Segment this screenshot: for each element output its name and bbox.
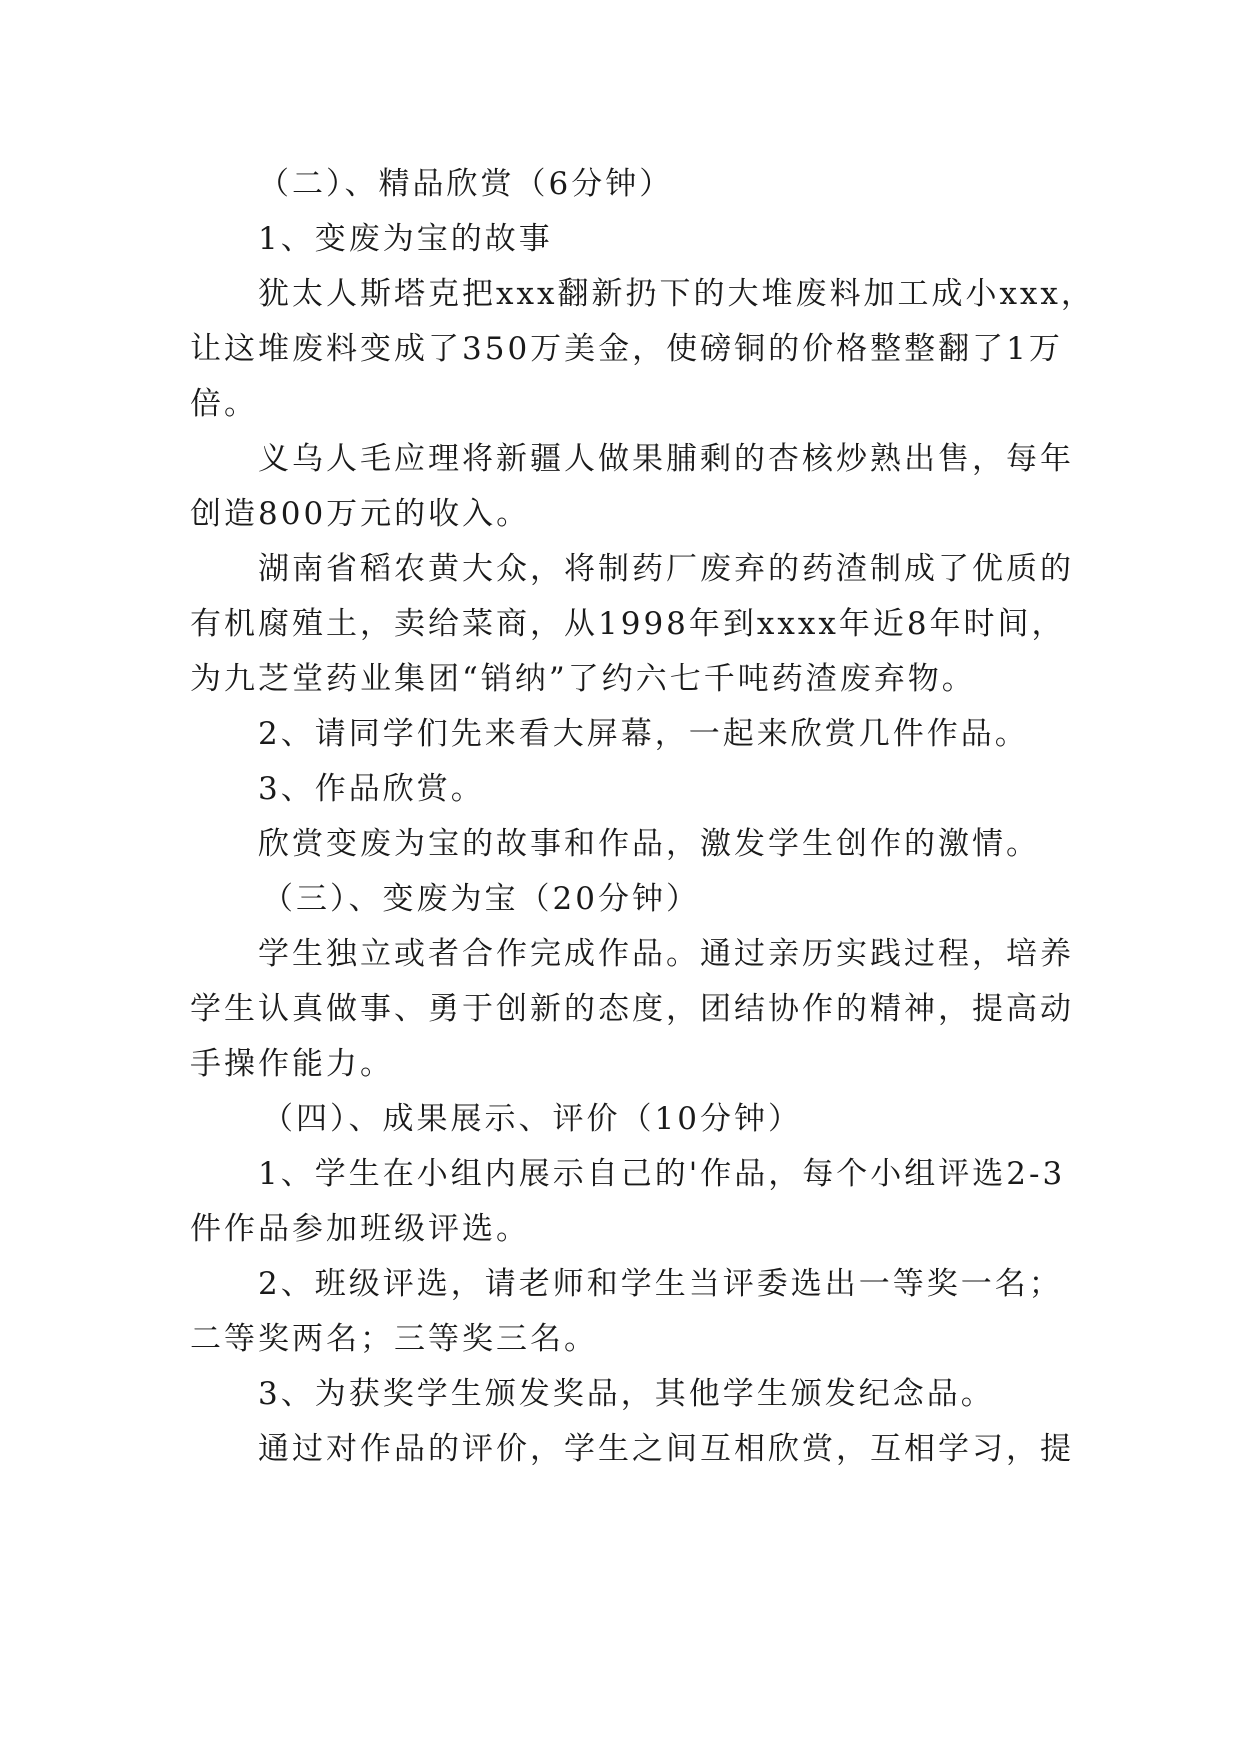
section-3-para-line-2: 学生认真做事、勇于创新的态度，团结协作的精神，提高动: [190, 991, 1074, 1027]
story-3-line-1: 湖南省稻农黄大众，将制药厂废弃的药渣制成了优质的: [258, 551, 1074, 587]
story-1-line-2: 让这堆废料变成了350万美金，使磅铜的价格整整翻了1万: [190, 331, 1063, 367]
story-3-line-2: 有机腐殖土，卖给菜商，从1998年到xxxx年近8年时间，: [190, 606, 1066, 642]
appreciation-summary: 欣赏变废为宝的故事和作品，激发学生创作的激情。: [258, 826, 1040, 862]
item-3-text: 3、作品欣赏。: [258, 771, 485, 807]
s4-item-2-line-2: 二等奖两名；三等奖三名。: [190, 1321, 598, 1357]
item-1-heading: 1、变废为宝的故事: [258, 221, 553, 257]
s4-item-1-line-2: 件作品参加班级评选。: [190, 1211, 530, 1247]
story-1-line-3: 倍。: [190, 386, 258, 422]
s4-item-2-line-1: 2、班级评选，请老师和学生当评委选出一等奖一名；: [258, 1266, 1063, 1302]
s4-item-3-text: 3、为获奖学生颁发奖品，其他学生颁发纪念品。: [258, 1376, 995, 1412]
section-heading-3: （三）、变废为宝（20分钟）: [262, 881, 700, 917]
section-3-para-line-1: 学生独立或者合作完成作品。通过亲历实践过程，培养: [258, 936, 1074, 972]
story-1-line-1: 犹太人斯塔克把xxx翻新扔下的大堆废料加工成小xxx，: [258, 276, 1095, 312]
story-2-line-2: 创造800万元的收入。: [190, 496, 531, 532]
section-heading-4: （四）、成果展示、评价（10分钟）: [262, 1101, 802, 1137]
s4-item-1-line-1: 1、学生在小组内展示自己的'作品，每个小组评选2-3: [258, 1156, 1066, 1192]
item-2-text: 2、请同学们先来看大屏幕，一起来欣赏几件作品。: [258, 716, 1029, 752]
story-3-line-3: 为九芝堂药业集团“销纳”了约六七千吨药渣废弃物。: [190, 661, 976, 697]
section-3-para-line-3: 手操作能力。: [190, 1046, 394, 1082]
evaluation-para-line-1: 通过对作品的评价，学生之间互相欣赏，互相学习，提: [258, 1431, 1074, 1467]
section-heading-2: （二）、精品欣赏（6分钟）: [258, 166, 674, 202]
story-2-line-1: 义乌人毛应理将新疆人做果脯剩的杏核炒熟出售，每年: [258, 441, 1074, 477]
